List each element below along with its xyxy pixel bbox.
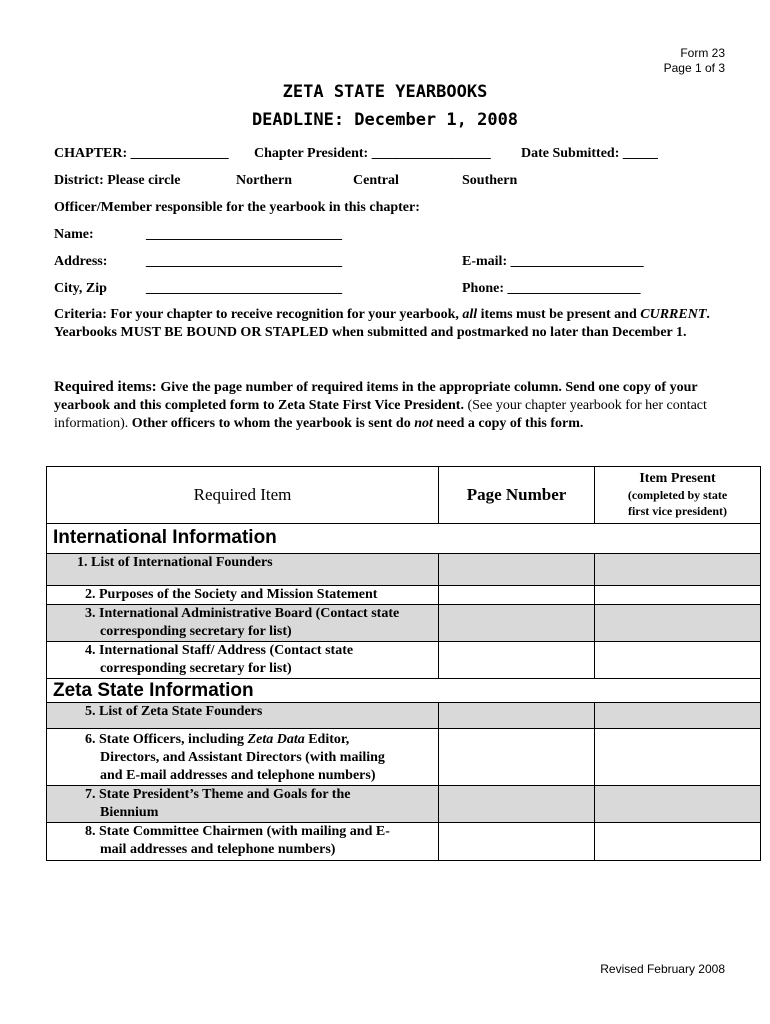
date-submitted-field[interactable]: Date Submitted: _____ <box>521 146 658 161</box>
page-number-cell-4[interactable] <box>439 642 595 679</box>
table-row <box>47 605 761 642</box>
table-header-row <box>47 467 761 524</box>
city-zip-field[interactable]: ____________________________ <box>146 281 342 296</box>
address-field[interactable]: ____________________________ <box>146 254 342 269</box>
revision-date: Revised February 2008 <box>600 962 725 976</box>
item-present-cell-1[interactable] <box>595 554 761 586</box>
district-option-northern[interactable]: Northern <box>236 173 292 188</box>
column-header-item-present: Item Present (completed by state first vice president) <box>595 467 761 524</box>
table-row <box>47 586 761 605</box>
required-item-3: 3. International Administrative Board (Contact state corresponding secretary for list) <box>47 605 439 642</box>
deadline-heading: DEADLINE: December 1, 2008 <box>251 110 519 130</box>
form-identifier <box>664 46 725 76</box>
district-label: District: Please circle <box>54 173 181 188</box>
district-option-southern[interactable]: Southern <box>462 173 518 188</box>
page-number-cell-8[interactable] <box>439 823 595 861</box>
page-title: ZETA STATE YEARBOOKS <box>282 82 488 102</box>
section-row-zeta <box>47 679 761 703</box>
table-row <box>47 729 761 786</box>
page-indicator: Page 1 of 3 <box>663 61 725 75</box>
table-row <box>47 642 761 679</box>
officer-label: Officer/Member responsible for the yearbook in this chapter: <box>54 200 420 215</box>
item-present-cell-5[interactable] <box>595 703 761 729</box>
item-present-cell-6[interactable] <box>595 729 761 786</box>
name-label: Name: <box>54 227 94 242</box>
item-present-cell-3[interactable] <box>595 605 761 642</box>
required-item-7: 7. State President’s Theme and Goals for the Biennium <box>47 786 439 823</box>
table-row <box>47 703 761 729</box>
table-row <box>47 786 761 823</box>
page-number-cell-6[interactable] <box>439 729 595 786</box>
required-item-5: 5. List of Zeta State Founders <box>47 703 439 729</box>
name-field[interactable]: ____________________________ <box>146 227 342 242</box>
table-row <box>47 554 761 586</box>
district-option-central[interactable]: Central <box>353 173 399 188</box>
section-heading-zeta: Zeta State Information <box>47 679 761 703</box>
page-number-cell-1[interactable] <box>439 554 595 586</box>
column-header-page-number: Page Number <box>439 467 595 524</box>
required-item-6: 6. State Officers, including Zeta Data Editor, Directors, and Assistant Directors (with mailing and E-mail addresses and telephone numbers) <box>47 729 439 786</box>
page-number-cell-2[interactable] <box>439 586 595 605</box>
address-label: Address: <box>54 254 108 269</box>
required-item-1: 1. List of International Founders <box>47 554 439 586</box>
section-heading-international: International Information <box>47 524 761 554</box>
form-number: Form 23 <box>680 46 725 60</box>
required-item-2: 2. Purposes of the Society and Mission Statement <box>47 586 439 605</box>
required-items-paragraph: Required items: Give the page number of required items in the appropriate column. Send one copy of your yearbook and this completed form to Zeta State First Vice President. (See your chapter yearbook for her contact information). Other officers to whom the yearbook is sent do not need a copy of this form. <box>54 379 707 431</box>
item-present-cell-2[interactable] <box>595 586 761 605</box>
phone-field[interactable]: Phone: ___________________ <box>462 281 641 296</box>
required-item-4: 4. International Staff/ Address (Contact state corresponding secretary for list) <box>47 642 439 679</box>
chapter-field[interactable]: CHAPTER: ______________ <box>54 146 229 161</box>
item-present-cell-4[interactable] <box>595 642 761 679</box>
item-present-cell-7[interactable] <box>595 786 761 823</box>
page-number-cell-3[interactable] <box>439 605 595 642</box>
item-present-cell-8[interactable] <box>595 823 761 861</box>
required-item-8: 8. State Committee Chairmen (with mailing and E- mail addresses and telephone numbers) <box>47 823 439 861</box>
section-row-international <box>47 524 761 554</box>
email-field[interactable]: E-mail: ___________________ <box>462 254 644 269</box>
chapter-president-field[interactable]: Chapter President: _________________ <box>254 146 491 161</box>
column-header-required-item: Required Item <box>47 467 439 524</box>
page-number-cell-7[interactable] <box>439 786 595 823</box>
required-items-table <box>46 466 761 861</box>
page-number-cell-5[interactable] <box>439 703 595 729</box>
city-zip-label: City, Zip <box>54 281 107 296</box>
criteria-paragraph: Criteria: For your chapter to receive recognition for your yearbook, all items must be present and CURRENT. Yearbooks MUST BE BOUND OR STAPLED when submitted and postmarked no later than December 1. <box>54 307 710 340</box>
table-row <box>47 823 761 861</box>
